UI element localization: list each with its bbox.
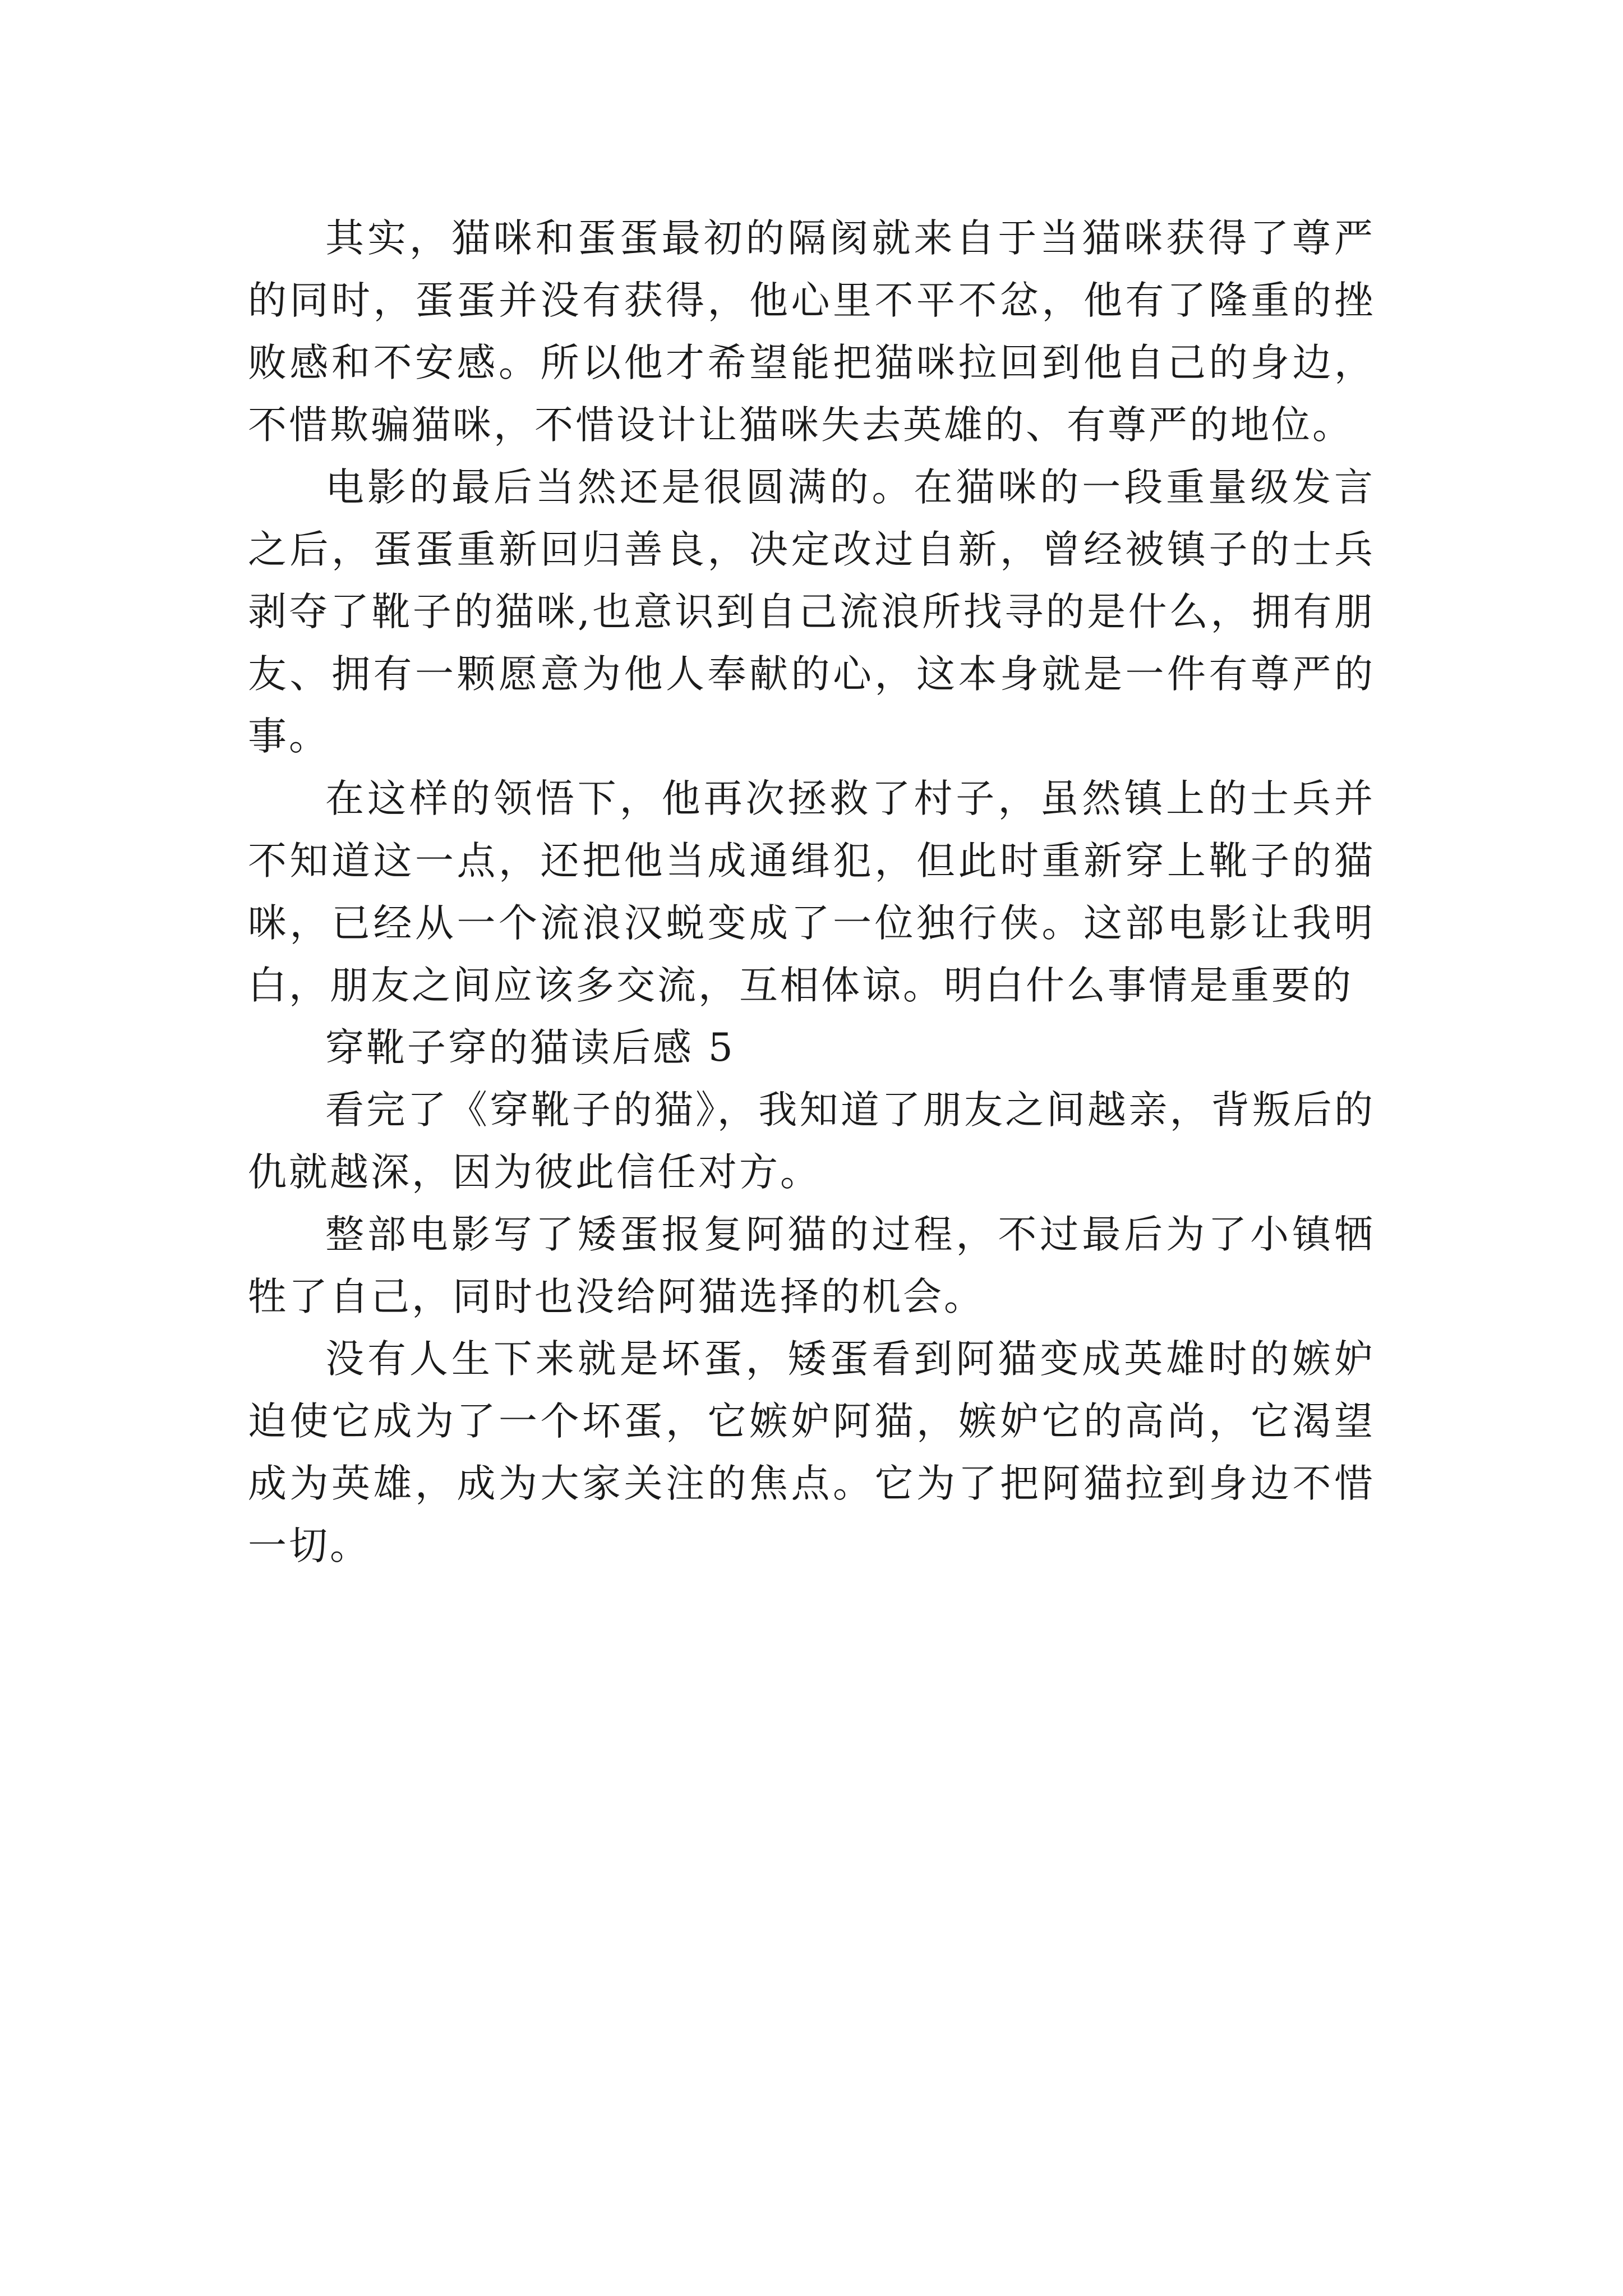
paragraph-4: 看完了《穿靴子的猫》，我知道了朋友之间越亲，背叛后的仇就越深，因为彼此信任对方。 — [248, 1088, 1375, 1195]
paragraph-1: 其实，猫咪和蛋蛋最初的隔阂就来自于当猫咪获得了尊严的同时，蛋蛋并没有获得，他心里不平不忿，他有了隆重的挫败感和不安感。所以他才希望能把猫咪拉回到他自己的身边，不惜欺骗猫咪，不惜设计让猫咪失去英雄的、有尊严的地位。 — [248, 216, 1375, 448]
paragraph-2: 电影的最后当然还是很圆满的。在猫咪的一段重量级发言之后，蛋蛋重新回归善良，决定改过自新，曾经被镇子的士兵剥夺了靴子的猫咪,也意识到自己流浪所找寻的是什么，拥有朋友、拥有一颗愿意为他人奉献的心，这本身就是一件有尊严的事。 — [248, 465, 1375, 759]
paragraph-3: 在这样的领悟下，他再次拯救了村子，虽然镇上的士兵并不知道这一点，还把他当成通缉犯，但此时重新穿上靴子的猫咪，已经从一个流浪汉蜕变成了一位独行侠。这部电影让我明白，朋友之间应该多交流，互相体谅。明白什么事情是重要的 — [248, 776, 1375, 1008]
document-body — [248, 208, 1375, 1577]
paragraph-5: 整部电影写了矮蛋报复阿猫的过程，不过最后为了小镇牺牲了自己，同时也没给阿猫选择的机会。 — [248, 1212, 1375, 1319]
section-heading: 穿靴子穿的猫读后感 5 — [325, 1025, 735, 1070]
paragraph-6: 没有人生下来就是坏蛋，矮蛋看到阿猫变成英雄时的嫉妒迫使它成为了一个坏蛋，它嫉妒阿猫，嫉妒它的高尚，它渴望成为英雄，成为大家关注的焦点。它为了把阿猫拉到身边不惜一切。 — [248, 1337, 1375, 1568]
